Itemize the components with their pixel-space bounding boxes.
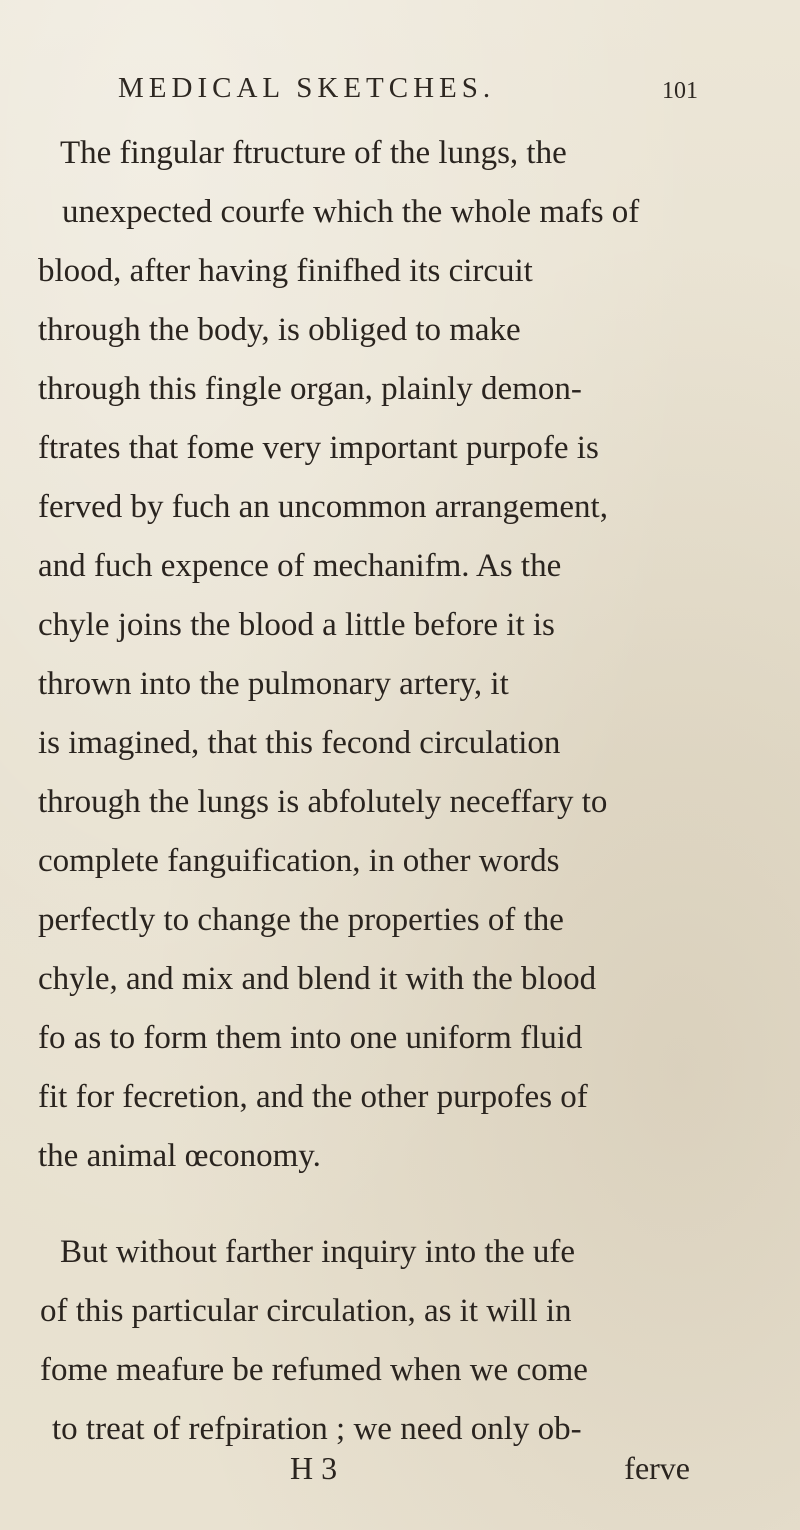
running-title: MEDICAL SKETCHES. — [118, 72, 496, 104]
text-line: the animal œconomy. — [38, 1138, 321, 1174]
text-line: to treat of refpiration ; we need only ob- — [52, 1411, 582, 1447]
page-footer — [290, 1450, 690, 1494]
text-line: of this particular circulation, as it will in — [40, 1293, 572, 1329]
text-line: blood, after having finifhed its circuit — [38, 253, 533, 289]
text-line: ftrates that fome very important purpofe is — [38, 430, 599, 466]
text-line: chyle, and mix and blend it with the blood — [38, 961, 597, 997]
text-line: and fuch expence of mechanifm. As the — [38, 548, 562, 584]
text-line: perfectly to change the properties of the — [38, 902, 564, 938]
text-line: chyle joins the blood a little before it is — [38, 607, 555, 643]
text-line: fome meafure be refumed when we come — [40, 1352, 588, 1388]
text-line: ferved by fuch an uncommon arrangement, — [38, 489, 608, 525]
text-line: through this fingle organ, plainly demon- — [38, 371, 582, 407]
page-number: 101 — [662, 78, 698, 104]
text-line: thrown into the pulmonary artery, it — [38, 666, 509, 702]
text-line: fit for fecretion, and the other purpofes of — [38, 1079, 588, 1115]
signature-mark: H 3 — [290, 1450, 338, 1486]
paragraph-2 — [22, 1223, 788, 1459]
paragraph-1 — [22, 124, 788, 1186]
page-header — [118, 72, 698, 120]
paragraph-spacer — [22, 1186, 788, 1223]
text-line: complete fanguification, in other words — [38, 843, 560, 879]
text-line: But without farther inquiry into the ufe — [60, 1234, 576, 1270]
body-text — [22, 124, 788, 1459]
text-line: fo as to form them into one uniform fluid — [38, 1020, 583, 1056]
text-line: unexpected courfe which the whole mafs of — [62, 194, 640, 230]
text-line: is imagined, that this fecond circulation — [38, 725, 561, 761]
catchword: ferve — [624, 1450, 690, 1486]
text-line: through the lungs is abfolutely neceffary to — [38, 784, 608, 820]
text-line: The fingular ftructure of the lungs, the — [60, 135, 567, 171]
text-line: through the body, is obliged to make — [38, 312, 521, 348]
